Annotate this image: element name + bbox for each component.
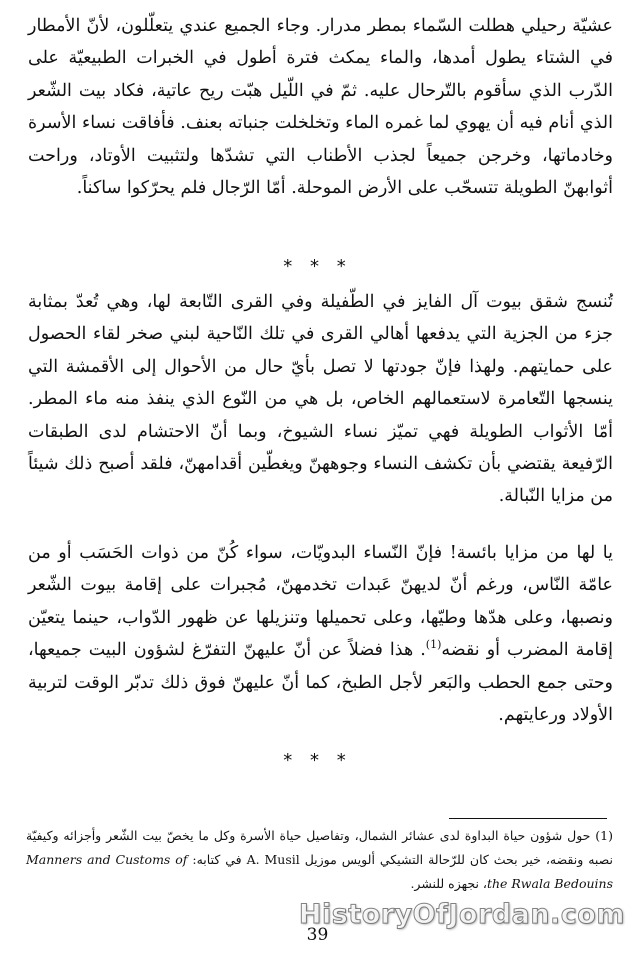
watermark: HistoryOfJordan.com: [298, 899, 625, 930]
footnote-author-latin: A. Musil: [246, 852, 300, 867]
footnote-text-before: حول شؤون حياة البداوة لدى عشائر الشمال، وتفاصيل حياة الأسرة وكل ما يخصّ بيت الشّعر وأجزائه وكيفيّة نصبه ونقضه، خير بحث كان للرّحالة التشيكي ألويس موزيل: [26, 828, 613, 867]
footnote-marker: (1): [595, 828, 613, 843]
paragraph-1: [28, 10, 613, 204]
footnote: [26, 824, 613, 896]
paragraph-2: [28, 286, 613, 513]
paragraph-3-text-before: يا لها من مزايا بائسة! فإنّ النّساء البدويّات، سواء كُنّ من ذوات الحَسَب أو من عامّة النّاس، ورغم أنّ لديهنّ عَبدات تخدمهنّ، مُجبرات على إقامة بيوت الشّعر ونصبها، وعلى هدّها وطيّها، وعلى تحميلها وتنزيلها عن ظهور الدّواب، حينما يتعيّن إقامة المضرب أو نقضه: [28, 543, 613, 661]
paragraph-1-text: عشيّة رحيلي هطلت السّماء بمطر مدرار. وجاء الجميع عندي يتعلّلون، لأنّ الأمطار في الشتاء يطول أمدها، والماء يمكث فترة أطول في الخبرات الطبيعيّة على الدّرب الذي سأقوم بالتّرحال عليه. ثمّ في اللّيل هبّت ريح عاتية، فكاد بيت الشّعر الذي أنام فيه أن يهوي لما غمره الماء وتخلخلت جنباته بعنف. فأفاقت نساء الأسرة وخادماتها، وخرجن جميعاً لجذب الأطناب التي تشدّها ولتثبيت الأوتاد، وراحت أثوابهنّ الطويلة تتسحّب على الأرض الموحلة. أمّا الرّجال فلم يحرّكوا ساكناً.: [28, 16, 613, 199]
paragraph-2-text: تُنسج شقق بيوت آل الفايز في الطّفيلة وفي القرى التّابعة لها، وهي تُعدّ بمثابة جزء من الجزية التي يدفعها أهالي القرى في تلك النّاحية لبني صخر لقاء الحصول على حمايتهم. ولهذا فإنّ جودتها لا تصل بأيّ حال من الأحوال إلى الأقمشة التي ينسجها التّعامرة لاستعمالهم الخاص، بل هي من النّوع الذي ينفذ منه ماء المطر. أمّا الأثواب الطويلة فهي تميّز نساء الشيوخ، وبما أنّ الاحتشام لدى الطبقات الرّفيعة يقتضي بأن تكشف النساء وجوههنّ ويغطّين أقدامهنّ، فلقد أصبح ذلك شيئاً من مزايا النّبالة.: [28, 292, 613, 507]
footnote-text-after: ، نجهزه للنشر.: [410, 876, 487, 891]
page-number: 39: [306, 925, 329, 945]
footnote-text-middle: في كتابه:: [192, 852, 242, 867]
footnote-book-title: Manners and Customs of the Rwala Bedouins: [26, 852, 613, 891]
paragraph-3-text-after: . هذا فضلاً عن أنّ عليهنّ التفرّغ لشؤون البيت جميعها، وحتى جمع الحطب والبَعر لأجل الطبخ، كما أنّ عليهنّ فوق ذلك تدبّر الوقت لتربية الأولاد ورعايتهم.: [28, 640, 613, 726]
paragraph-3: [28, 537, 613, 731]
paragraph-3-text: [28, 537, 613, 731]
footnote-divider: [449, 818, 607, 819]
section-separator-1: * * *: [283, 256, 352, 277]
footnote-reference: (1): [425, 638, 442, 652]
section-separator-2: * * *: [283, 750, 352, 771]
